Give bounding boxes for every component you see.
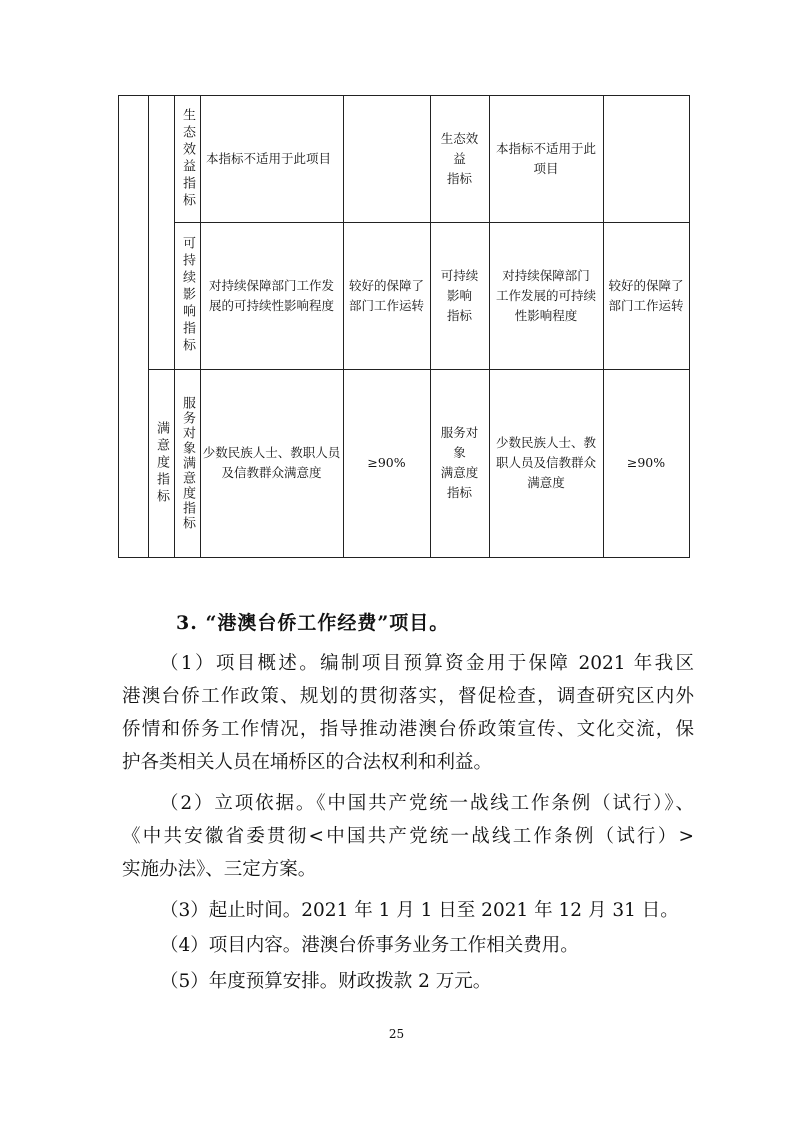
satisfaction-group-name: 满意度指标 <box>154 420 169 506</box>
sustain-indicator-desc: 对持续保障部门工作发 展的可持续性影响程度 <box>208 277 334 313</box>
sustain-indicator-value-2: 较好的保障了 部门工作运转 <box>608 277 684 313</box>
paragraph-line: 《中共安徽省委贯彻<中国共产党统一战线工作条例（试行）> <box>122 826 694 847</box>
sustain-indicator-name-2: 可持续 影响 指标 <box>440 267 479 323</box>
sustain-indicator-desc-2: 对持续保障部门 工作发展的可持续 性影响程度 <box>495 267 596 323</box>
paragraph-line: 实施办法》、三定方案。 <box>122 859 317 880</box>
satisfaction-indicator-value-2: ≥90% <box>626 455 666 470</box>
eco-indicator-desc: 本指标不适用于此项目 <box>206 151 332 166</box>
sustain-indicator-name: 可持续影响指标 <box>180 236 195 355</box>
paragraph-line: （4）项目内容。港澳台侨事务业务工作相关费用。 <box>160 935 579 956</box>
paragraph-line: （1）项目概述。编制项目预算资金用于保障 2021 年我区 <box>160 653 694 674</box>
section-heading: 3. “港澳台侨工作经费”项目。 <box>176 612 450 634</box>
satisfaction-indicator-name: 服务对象满意度指标 <box>180 395 195 531</box>
eco-indicator-name: 生态效益指标 <box>180 108 195 210</box>
sustain-indicator-value: 较好的保障了 部门工作运转 <box>348 277 424 313</box>
paragraph-line: （2）立项依据。《中国共产党统一战线工作条例（试行）》、 <box>160 793 694 814</box>
indicator-table <box>118 95 690 558</box>
paragraph-line: （5）年度预算安排。财政拨款 2 万元。 <box>160 971 492 992</box>
paragraph-line: 护各类相关人员在埇桥区的合法权利和利益。 <box>122 752 493 773</box>
satisfaction-indicator-value: ≥90% <box>367 455 406 470</box>
eco-indicator-desc-2: 本指标不适用于此 项目 <box>495 141 596 176</box>
satisfaction-indicator-desc: 少数民族人士、教职人员 及信教群众满意度 <box>202 445 341 480</box>
page-number: 25 <box>388 1027 405 1041</box>
paragraph-line: 侨情和侨务工作情况，指导推动港澳台侨政策宣传、文化交流，保 <box>122 719 694 740</box>
paragraph-line: （3）起止时间。2021 年 1 月 1 日至 2021 年 12 月 31 日。 <box>160 900 679 921</box>
satisfaction-indicator-desc-2: 少数民族人士、教 职人员及信教群众 满意度 <box>495 435 596 490</box>
paragraph-line: 港澳台侨工作政策、规划的贯彻落实，督促检查，调查研究区内外 <box>122 686 694 707</box>
satisfaction-indicator-name-2: 服务对 象 满意度 指标 <box>440 425 479 500</box>
eco-indicator-name-2: 生态效 益 指标 <box>440 131 479 186</box>
